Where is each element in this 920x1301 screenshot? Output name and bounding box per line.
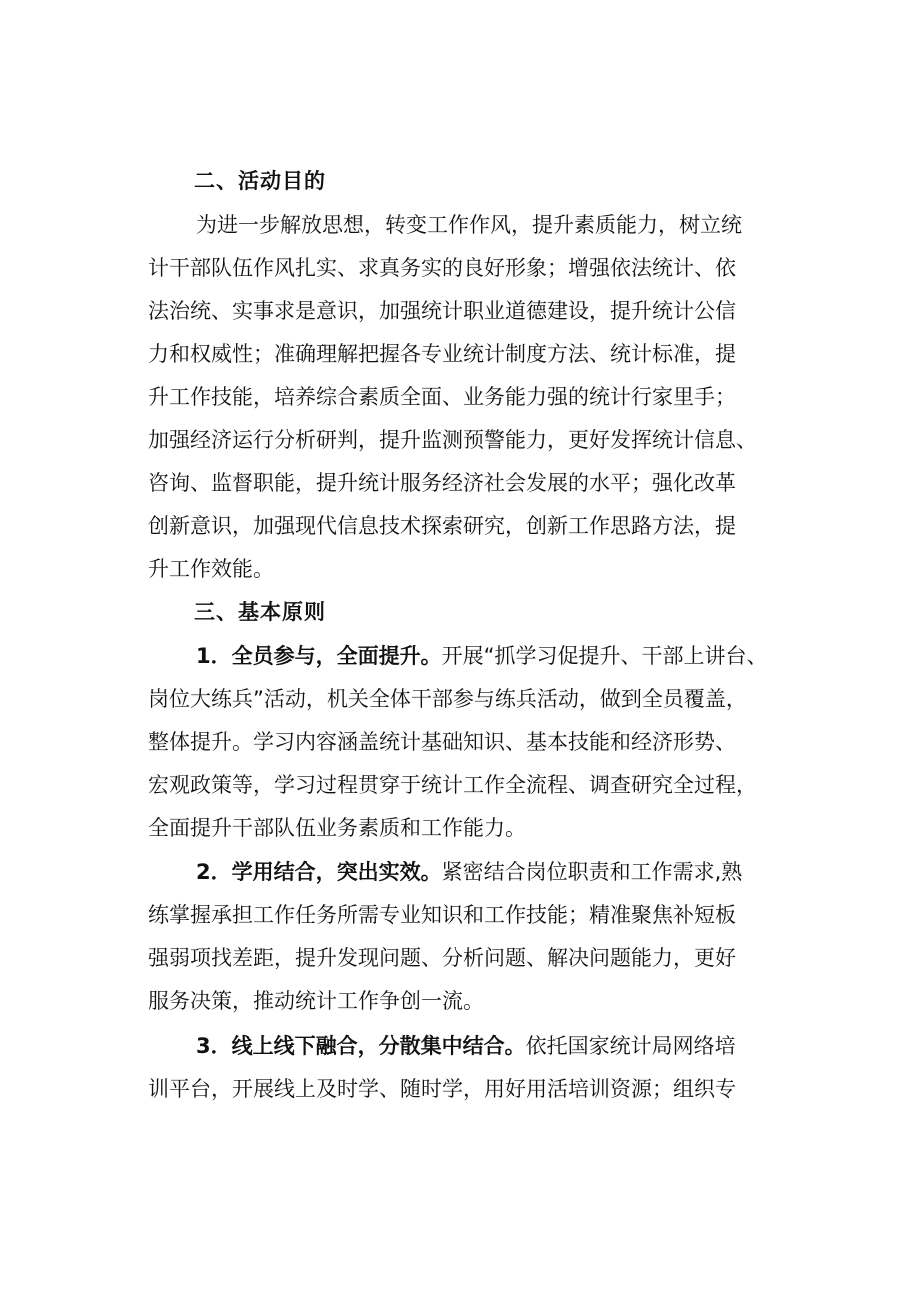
principle-first-line [196,857,742,887]
paragraph-line: 整体提升。学习内容涵盖统计基础知识、基本技能和经济形势、 [148,730,736,754]
principle-lead: 3．线上线下融合，分散集中结合。 [196,1034,526,1058]
paragraph-line: 宏观政策等，学习过程贯穿于统计工作全流程、调查研究全过程， [148,773,757,797]
paragraph-line: 计干部队伍作风扎实、求真务实的良好形象；增强依法统计、依 [148,256,736,280]
paragraph-line: 强弱项找差距，提升发现问题、分析问题、解决问题能力，更好 [148,946,736,970]
principle-text: 紧密结合岗位职责和工作需求,熟 [441,860,743,884]
paragraph-line: 训平台，开展线上及时学、随时学，用好用活培训资源；组织专 [148,1077,736,1101]
paragraph-line: 加强经济运行分析研判，提升监测预警能力，更好发挥统计信息、 [148,428,757,452]
principle-text: 开展“抓学习促提升、干部上讲台、 [441,644,768,668]
paragraph-line: 力和权威性；准确理解把握各专业统计制度方法、统计标准，提 [148,342,736,366]
paragraph-line: 服务决策，推动统计工作争创一流。 [148,989,484,1013]
principle-lead: 2．学用结合，突出实效。 [196,860,442,884]
paragraph-line: 升工作技能，培养综合素质全面、业务能力强的统计行家里手； [148,385,736,409]
paragraph-line: 创新意识，加强现代信息技术探索研究，创新工作思路方法，提 [148,514,736,538]
paragraph-line: 岗位大练兵”活动，机关全体干部参与练兵活动，做到全员覆盖， [148,687,747,711]
paragraph-line: 全面提升干部队伍业务素质和工作能力。 [148,816,526,840]
paragraph-line: 咨询、监督职能，提升统计服务经济社会发展的水平；强化改革 [148,471,736,495]
paragraph-line: 法治统、实事求是意识，加强统计职业道德建设，提升统计公信 [148,299,736,323]
paragraph-line: 练掌握承担工作任务所需专业知识和工作技能；精准聚焦补短板 [148,903,736,927]
section-heading: 二、活动目的 [194,169,326,193]
paragraph-line: 为进一步解放思想，转变工作作风，提升素质能力，树立统 [196,213,742,237]
section-heading: 三、基本原则 [194,600,326,624]
principle-text: 依托国家统计局网络培 [525,1034,736,1058]
principle-lead: 1．全员参与，全面提升。 [196,644,442,668]
principle-first-line [196,1031,736,1061]
paragraph-line: 升工作效能。 [148,557,274,581]
principle-first-line [196,641,768,671]
